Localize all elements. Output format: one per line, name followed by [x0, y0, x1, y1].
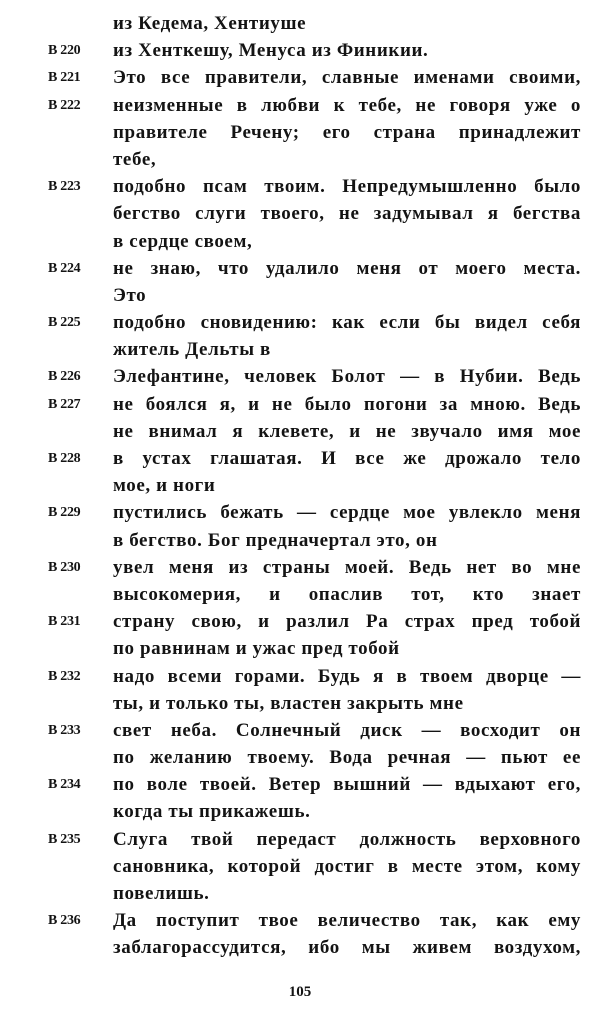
verse-number: B 226 — [48, 369, 81, 385]
text-line: бегство слуги твоего, не задумывал я бегства — [113, 203, 581, 225]
verse-row — [0, 418, 600, 445]
verse-number: B 232 — [48, 668, 81, 684]
text-line: страну свою, и разлил Ра страх пред тобой — [113, 611, 581, 633]
text-line: неизменные в любви к тебе, не говоря уже о — [113, 94, 581, 116]
verse-row — [0, 554, 600, 581]
verse-row — [0, 146, 600, 173]
verse-row — [0, 690, 600, 717]
text-line: подобно псам твоим. Непредумышленно было — [113, 176, 581, 198]
verse-number: B 227 — [48, 396, 81, 412]
verse-row — [0, 853, 600, 880]
verse-number: B 223 — [48, 179, 81, 195]
verse-row — [0, 798, 600, 825]
text-line: сановника, которой достиг в месте этом, кому — [113, 855, 581, 877]
verse-row — [0, 173, 600, 200]
verse-number: B 228 — [48, 451, 81, 466]
verse-row — [0, 37, 600, 64]
verse-row — [0, 255, 600, 282]
verse-number: B 235 — [48, 831, 81, 847]
text-line: Слуга твой передаст должность верховного — [113, 828, 581, 850]
text-line: правителе Речену; его страна принадлежит — [113, 121, 581, 143]
text-line: ты, и только ты, властен закрыть мне — [113, 692, 464, 714]
verse-row — [0, 472, 600, 499]
text-line: заблагорассудится, ибо мы живем воздухом, — [113, 937, 581, 959]
text-line: не боялся я, и не было погони за мною. Ведь — [113, 393, 581, 415]
verse-row — [0, 92, 600, 119]
text-line: в устах глашатая. И все же дрожало тело — [113, 448, 581, 469]
verse-row — [0, 282, 600, 309]
verse-row — [0, 907, 600, 934]
verse-row — [0, 608, 600, 635]
text-line: Это все правители, славные именами своими, — [113, 67, 581, 89]
verse-row — [0, 717, 600, 744]
text-line: по равнинам и ужас пред тобой — [113, 638, 400, 660]
text-line: по желанию твоему. Вода речная — пьют ее — [113, 747, 581, 769]
verse-row — [0, 826, 600, 853]
document-body — [0, 10, 600, 962]
text-line: свет неба. Солнечный диск — восходит он — [113, 719, 581, 741]
text-line: пустились бежать — сердце мое увлекло меня — [113, 502, 581, 524]
text-line: мое, и ноги — [113, 475, 216, 497]
verse-number: B 234 — [48, 777, 81, 793]
text-line: в сердце своем, — [113, 230, 253, 252]
verse-row — [0, 880, 600, 907]
verse-row — [0, 499, 600, 526]
verse-number: B 220 — [48, 43, 81, 59]
text-line: Элефантине, человек Болот — в Нубии. Ведь — [113, 366, 581, 388]
text-line: житель Дельты в — [113, 339, 271, 361]
verse-row — [0, 391, 600, 418]
verse-row — [0, 309, 600, 336]
verse-number: B 230 — [48, 559, 81, 575]
verse-row — [0, 581, 600, 608]
verse-number: B 225 — [48, 315, 81, 331]
text-line: высокомерия, и опаслив тот, кто знает — [113, 583, 581, 605]
verse-row — [0, 10, 600, 37]
verse-row — [0, 744, 600, 771]
verse-row — [0, 771, 600, 798]
verse-number: B 236 — [48, 913, 81, 929]
verse-row — [0, 336, 600, 363]
text-line: не внимал я клевете, и не звучало имя мое — [113, 420, 581, 442]
text-line: не знаю, что удалило меня от моего места. — [113, 257, 581, 279]
verse-row — [0, 663, 600, 690]
verse-row — [0, 200, 600, 227]
text-line: в бегство. Бог предначертал это, он — [113, 529, 438, 551]
verse-row — [0, 635, 600, 662]
page-number: 105 — [288, 984, 312, 1000]
verse-row — [0, 228, 600, 255]
text-line: увел меня из страны моей. Ведь нет во мне — [113, 556, 581, 578]
verse-number: B 221 — [48, 70, 81, 86]
text-line: когда ты прикажешь. — [113, 801, 311, 823]
verse-row — [0, 64, 600, 91]
text-line: Да поступит твое величество так, как ему — [113, 910, 581, 932]
verse-row — [0, 934, 600, 961]
text-line: из Хенткешу, Менуса из Финикии. — [113, 40, 429, 62]
text-line: по воле твоей. Ветер вышний — вдыхают его, — [113, 774, 581, 796]
verse-number: B 231 — [48, 614, 81, 630]
verse-number: B 233 — [48, 722, 81, 738]
verse-row — [0, 527, 600, 554]
text-line: надо всеми горами. Будь я в твоем дворце — — [113, 665, 581, 687]
text-line: тебе, — [113, 148, 157, 170]
verse-number: B 229 — [48, 505, 81, 521]
verse-row — [0, 119, 600, 146]
text-line: из Кедема, Хентиуше — [113, 13, 307, 34]
verse-number: B 222 — [48, 97, 81, 113]
verse-row — [0, 363, 600, 390]
verse-number: B 224 — [48, 260, 81, 276]
text-line: подобно сновидению: как если бы видел себя — [113, 312, 581, 334]
text-line: Это — [113, 284, 147, 306]
text-line: повелишь. — [113, 883, 210, 904]
verse-row — [0, 445, 600, 472]
